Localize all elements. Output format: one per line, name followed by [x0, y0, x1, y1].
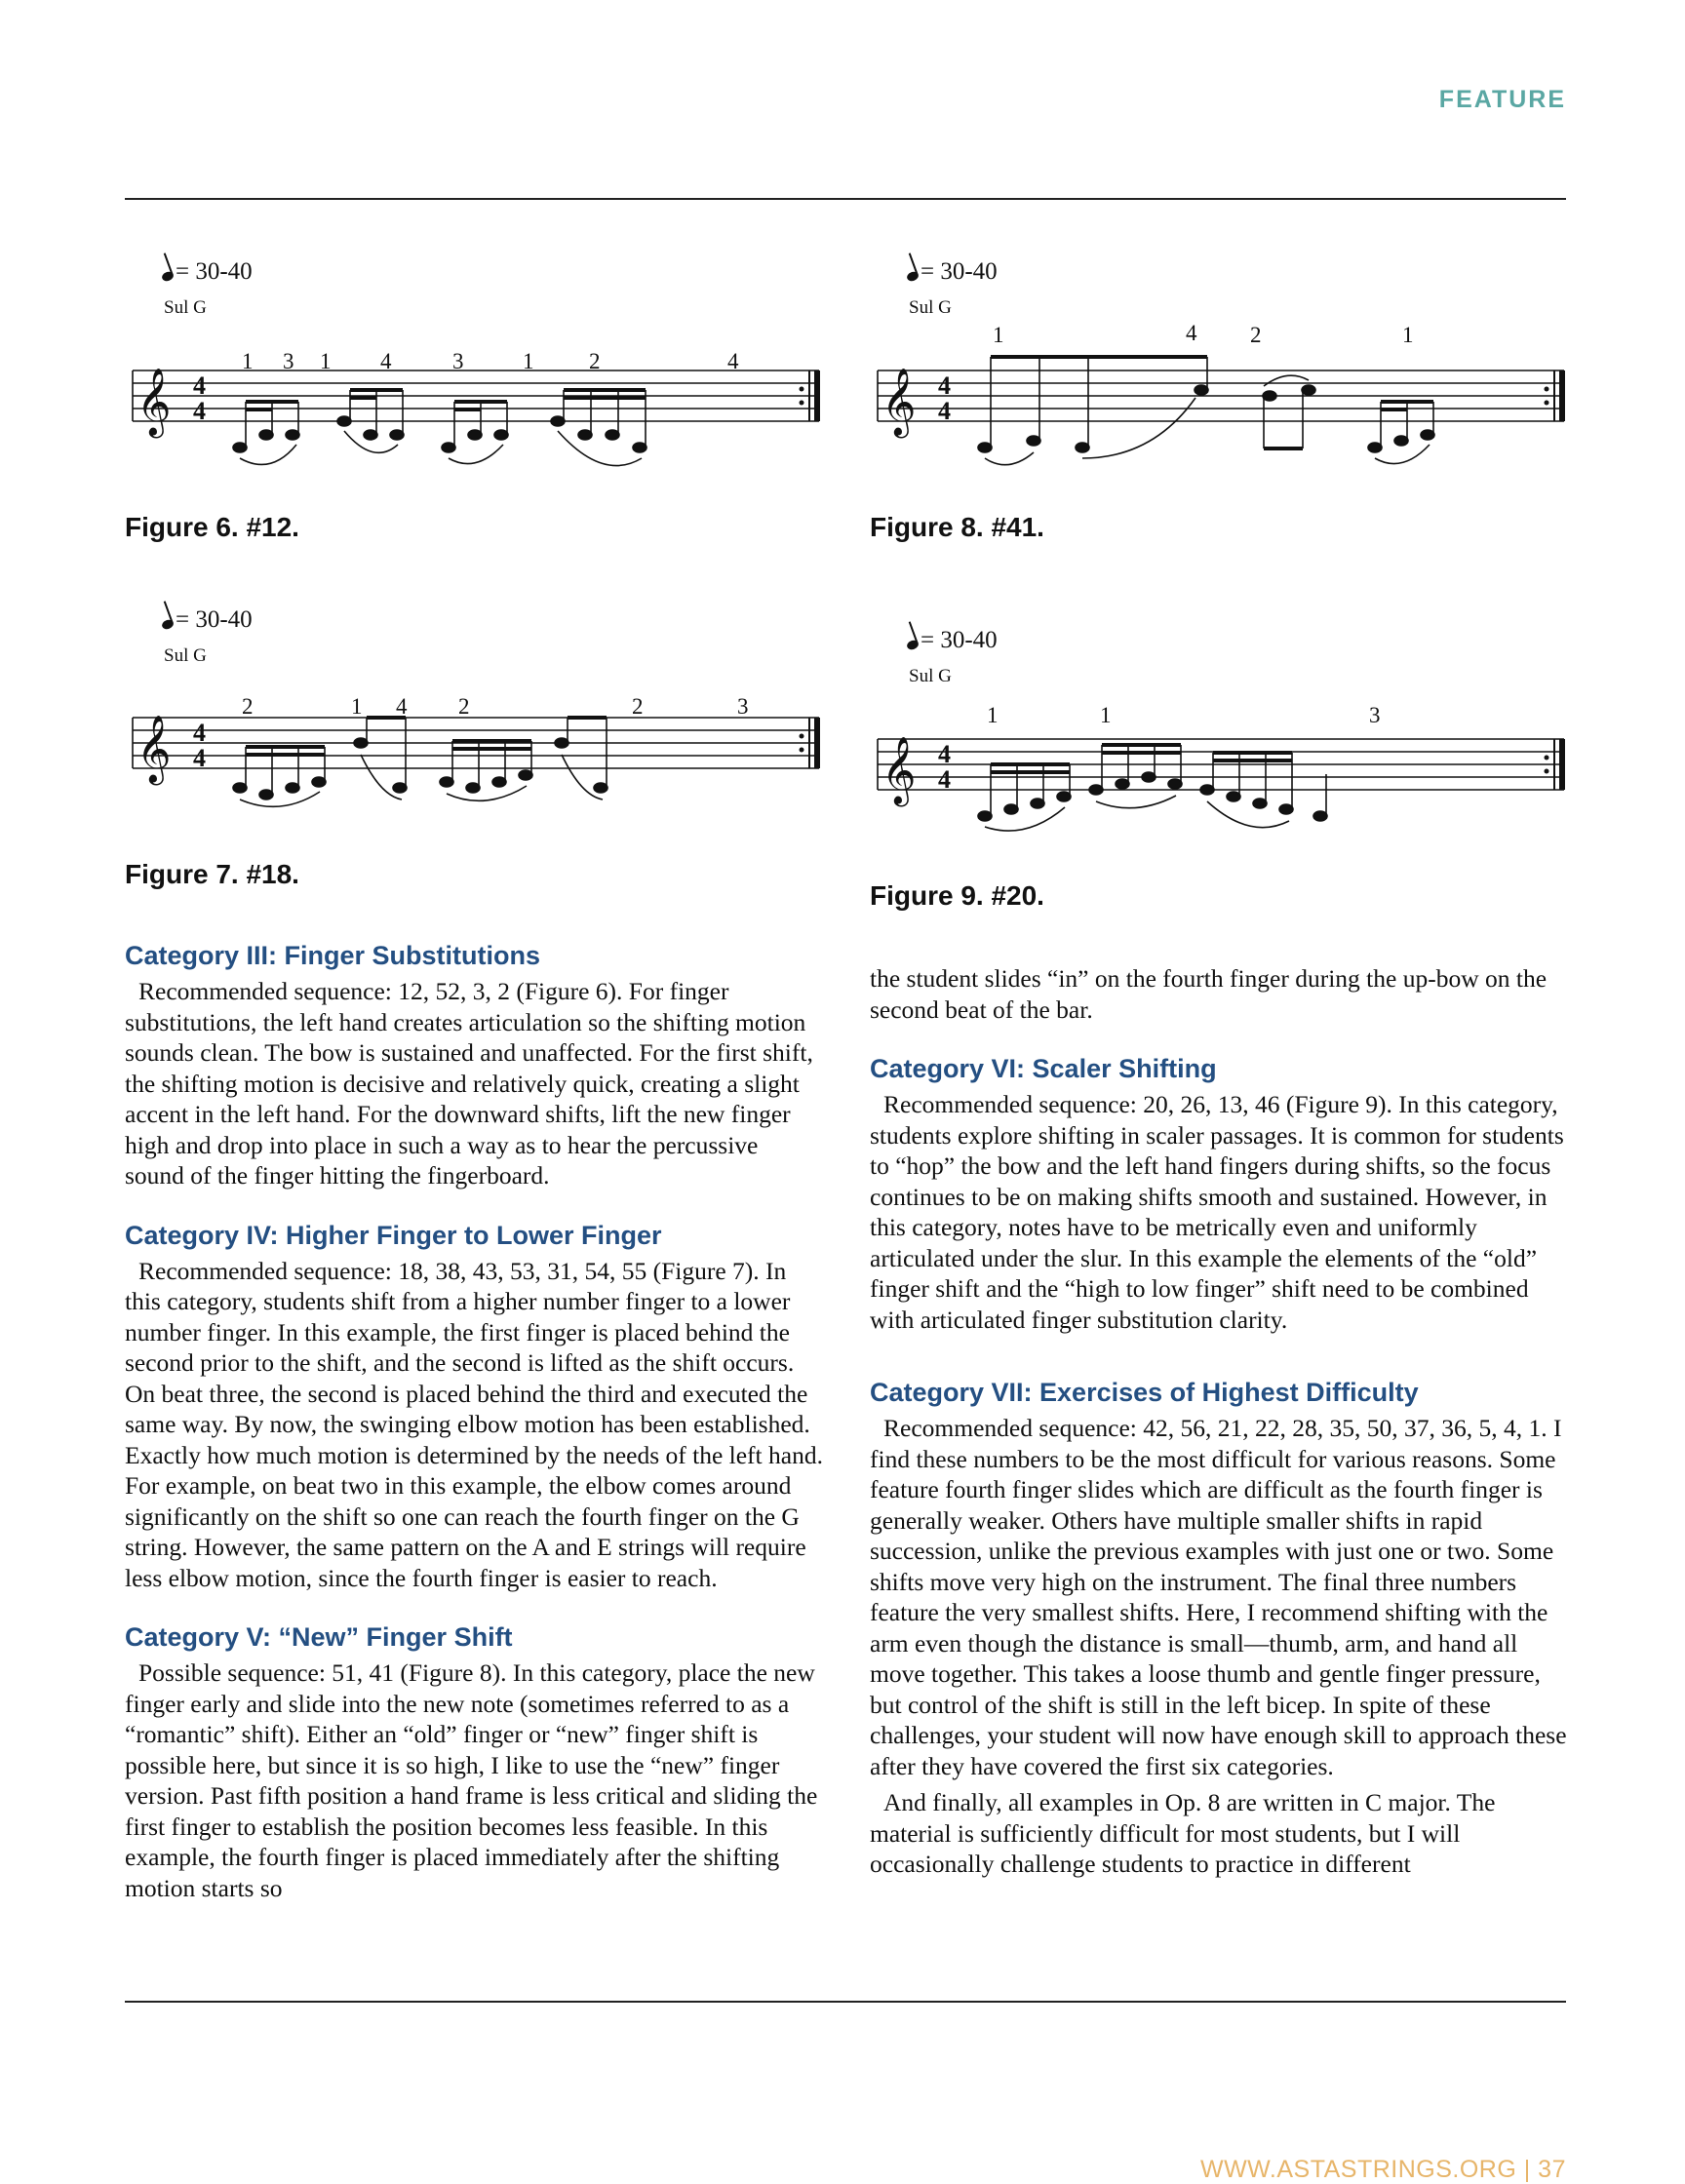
fingering-numbers: 1 3 1 4 3 1 2 4 [242, 349, 739, 373]
body-paragraph: And finally, all examples in Op. 8 are written in C major. The material is sufficiently difficult for most students, but I will occasionally challenge students to practice in different [870, 1788, 1496, 1878]
tempo-marking: = 30-40 [907, 258, 998, 286]
body-paragraph-continuation: the student slides “in” on the fourth finger during the up-bow on the second beat of the bar. [870, 964, 1548, 1024]
tempo-marking: = 30-40 [162, 258, 253, 286]
string-indication: Sul G [164, 297, 207, 318]
string-indication: Sul G [164, 645, 207, 666]
top-rule [125, 198, 1566, 200]
figure-caption: Figure 9. #20. [870, 880, 1044, 911]
quarter-note-icon [906, 270, 920, 283]
tempo-marking: = 30-40 [907, 627, 998, 654]
svg-text:𝄞: 𝄞 [882, 736, 917, 804]
svg-text:4: 4 [193, 744, 206, 772]
body-paragraph: Recommended sequence: 18, 38, 43, 53, 31, 54, 55 (Figure 7). In this category, students shift from a higher number finger to a lower number finger. In this example, the first finger is placed behind the second prior to the shift, and the second is lifted as the shift occurs. On beat three, the second is placed behind the third and executed the same way. By now, the swinging elbow motion has been established. Exactly how much motion is determined by the needs of the left hand. For example, on beat two in this example, the elbow comes around significantly on the shift so one can reach the fourth finger on the G string. However, the same pattern on the A and E strings will require less elbow motion, since the fourth finger is easier to reach. [125, 1256, 823, 1592]
svg-text:4: 4 [193, 719, 206, 747]
music-staff [125, 698, 827, 835]
fingering-numbers: 1 4 2 1 [993, 321, 1414, 347]
article-left-column [125, 939, 823, 1903]
music-staff [870, 720, 1572, 856]
quarter-note-icon [161, 618, 175, 631]
svg-text:4: 4 [938, 397, 951, 425]
page-footer: WWW.ASTASTRINGS.ORG | 37 [1199, 2156, 1566, 2183]
figure-caption: Figure 7. #18. [125, 859, 299, 889]
fingering-numbers: 2 1 4 2 2 3 [242, 694, 749, 719]
svg-text:4: 4 [938, 765, 951, 794]
fingering-numbers: 1 1 3 [987, 703, 1381, 727]
body-paragraph: Recommended sequence: 12, 52, 3, 2 (Figure 6). For finger substitutions, the left hand creates articulation so the shifting motion sounds clean. The bow is sustained and unaffected. For the first shift, the shifting motion is decisive and relatively quick, creating a slight accent in the left hand. For the downward shifts, lift the new finger high and drop into place in such a way as to hear the percussive sound of the finger hitting the fingerboard. [125, 977, 813, 1190]
string-indication: Sul G [909, 666, 952, 686]
article-right-column [870, 963, 1568, 1880]
string-indication: Sul G [909, 297, 952, 318]
bottom-rule [125, 2001, 1566, 2003]
body-paragraph: Recommended sequence: 20, 26, 13, 46 (Figure 9). In this category, students explore shifting in scaler passages. It is common for students to “hop” the bow and the left hand fingers during shifts, so the focus continues to be on making shifts smooth and sustained. However, in this category, notes have to be metrically even and uniformly articulated under the slur. In this example the elements of the “old” finger shift and the “high to low finger” shift need to be combined with articulated finger substitution clarity. [870, 1090, 1564, 1334]
quarter-note-icon [161, 270, 175, 283]
svg-text:4: 4 [938, 371, 951, 400]
tempo-marking: = 30-40 [162, 606, 253, 634]
section-heading: Category IV: Higher Finger to Lower Finger [125, 1220, 662, 1250]
svg-text:4: 4 [193, 371, 206, 400]
svg-text:𝄞: 𝄞 [882, 368, 917, 436]
section-heading: Category VII: Exercises of Highest Difficulty [870, 1378, 1419, 1407]
svg-text:𝄞: 𝄞 [137, 368, 172, 436]
svg-text:4: 4 [938, 740, 951, 768]
music-staff [870, 351, 1572, 488]
section-heading: Category V: “New” Finger Shift [125, 1622, 513, 1652]
svg-text:4: 4 [193, 397, 206, 425]
section-label: FEATURE [1438, 86, 1566, 113]
body-paragraph: Possible sequence: 51, 41 (Figure 8). In this category, place the new finger early and slide into the new note (sometimes referred to as a “romantic” shift). Either an “old” finger or “new” finger shift is possible here, but since it is so high, I like to use the “new” finger version. Past fifth position a hand frame is less critical and sliding the first finger to establish the position becomes less feasible. In this example, the fourth finger is placed immediately after the shifting motion starts so [125, 1658, 818, 1902]
svg-text:𝄞: 𝄞 [137, 715, 172, 783]
music-staff [125, 351, 827, 488]
quarter-note-icon [906, 639, 920, 651]
section-heading: Category VI: Scaler Shifting [870, 1054, 1217, 1083]
figure-caption: Figure 6. #12. [125, 512, 299, 542]
body-paragraph: Recommended sequence: 42, 56, 21, 22, 28, 35, 50, 37, 36, 5, 4, 1. I find these numbers to be the most difficult for various reasons. Some feature fourth finger slides which are difficult as the fourth finger is generally weaker. Others have multiple smaller shifts in rapid succession, unlike the previous examples with just one or two. Some shifts move very high on the instrument. The final three numbers feature the very smallest shifts. Here, I recommend shifting with the arm even though the distance is small—thumb, arm, and hand all move together. This takes a loose thumb and gentle finger pressure, but control of the shift is still in the left bicep. In spite of these challenges, your student will now have enough skill to approach these after they have covered the first six categories. [870, 1414, 1567, 1780]
figure-caption: Figure 8. #41. [870, 512, 1044, 542]
section-heading: Category III: Finger Substitutions [125, 941, 541, 970]
